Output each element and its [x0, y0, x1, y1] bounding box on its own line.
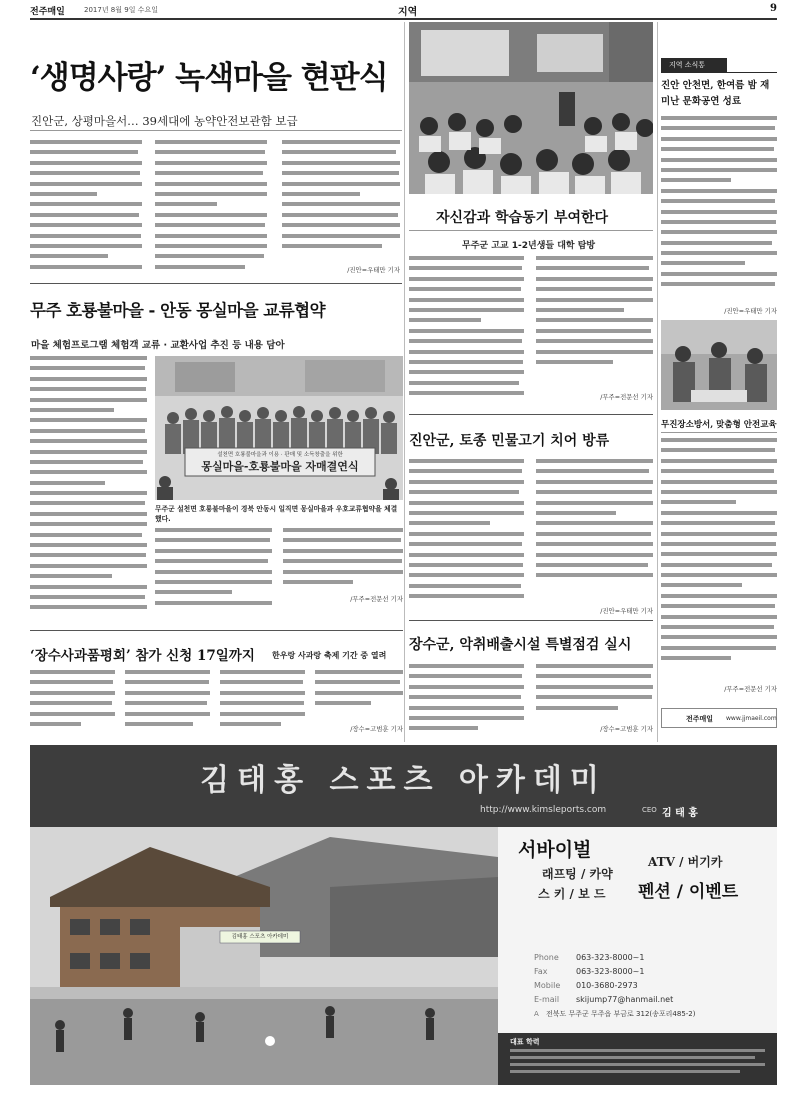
ad-programs-box: [498, 1033, 777, 1085]
article-green-village-title: ‘생명사랑’ 녹색마을 현판식: [30, 60, 388, 96]
lecture-hall-illustration: [409, 22, 653, 194]
page-number: 9: [770, 3, 777, 14]
article-green-village-col1: [30, 140, 142, 272]
article-confidence-credit: /무주=전문선 기자: [600, 393, 653, 401]
banner-main-text: 몽실마을-호룡불마을 자매결연식: [201, 460, 359, 473]
article-confidence-col1: [409, 256, 524, 404]
article-fire-title: 무진장소방서, 맞춤형 안전교육: [661, 420, 777, 430]
ad-programs-title: 대표 학력: [510, 1038, 540, 1046]
ad-title: 김태홍 스포츠 아카데미: [200, 763, 607, 798]
hoyong-photo: [155, 356, 403, 500]
hoyong-photo-caption: 무주군 설천면 호룡불마을이 경북 안동시 일직면 몽실마을과 우호교류협약을 체결했다.: [155, 505, 398, 523]
sidebar-label: [661, 58, 727, 72]
article-green-village-col2: [155, 140, 267, 272]
article-apple-title: ‘장수사과품평회’ 참가 신청 17일까지: [30, 648, 255, 664]
contact-label: Phone: [534, 953, 559, 962]
ad-contact-list: [534, 953, 770, 1023]
article-fire-credit: /무주=전문선 기자: [724, 685, 777, 693]
divider: [409, 414, 653, 415]
sidebar-label-text: 지역 소식통: [669, 61, 706, 69]
article-hoyong-credit: /무주=전문선 기자: [350, 595, 403, 603]
article-odor-col1: [409, 664, 524, 736]
contact-label: E-mail: [534, 995, 560, 1004]
article-apple-col1: [30, 670, 115, 732]
article-green-village-col3: [282, 140, 400, 250]
article-hoyong-col2: [155, 528, 272, 610]
ad-programs-list: [510, 1049, 765, 1083]
group-photo-illustration: [155, 356, 403, 500]
article-confidence-col2: [536, 256, 653, 376]
ad-header: [30, 745, 777, 827]
article-hoyong-col3: [283, 528, 403, 590]
contact-value[interactable]: skijump77@hanmail.net: [576, 995, 674, 1004]
article-native-fish-col1: [409, 459, 524, 609]
contact-value: 063-323-8000~1: [576, 967, 645, 976]
masthead: [30, 3, 777, 17]
website-box-name: 전주매일: [686, 714, 714, 723]
contact-label: A: [534, 1010, 539, 1018]
ad-pension-label: 펜션 / 이벤트: [638, 882, 739, 902]
article-apple-col4: [315, 670, 403, 712]
divider: [409, 230, 653, 231]
banner-top-text: 설천면 호룡불마을과 이용 · 판매 및 소득창출을 위한: [217, 452, 343, 458]
article-culture-credit: /진안=우태만 기자: [724, 307, 777, 315]
column-rule: [657, 22, 658, 742]
divider: [661, 72, 777, 73]
ad-survival-label: 서바이벌: [518, 839, 592, 861]
ad-activities-panel: [498, 827, 777, 1085]
ad-ski-label: 스 키 / 보 드: [538, 887, 606, 901]
article-apple-col3: [220, 670, 305, 732]
contact-phone: [534, 953, 770, 967]
building-sign-text: 김태홍 스포츠 아카데미: [231, 934, 289, 940]
article-apple-credit: /장수=고범훈 기자: [350, 725, 403, 733]
contact-fax: [534, 967, 770, 981]
article-green-village-credit: /진안=우태만 기자: [347, 266, 400, 274]
header-rule: [30, 18, 777, 20]
article-confidence-subtitle: 무주군 고교 1-2년생들 대학 탐방: [462, 241, 596, 251]
article-native-fish-col2: [536, 459, 653, 589]
ad-atv-label: ATV / 버기카: [648, 855, 723, 869]
article-green-village-subtitle: 진안군, 상평마을서… 39세대에 농약안전보관함 보급: [31, 114, 298, 128]
article-native-fish-title: 진안군, 토종 민물고기 치어 방류: [409, 433, 610, 449]
contact-label: Fax: [534, 967, 548, 976]
fire-training-photo: [661, 320, 777, 410]
ad-url[interactable]: http://www.kimsleports.com: [480, 805, 607, 815]
ad-ceo-label: CEO: [642, 806, 657, 814]
column-rule: [404, 22, 405, 742]
article-hoyong-subtitle: 마을 체험프로그램 체험객 교류 · 교환사업 추진 등 내용 담아: [31, 340, 285, 351]
article-culture-body: [661, 116, 777, 296]
ad-banner: [30, 745, 777, 1085]
article-culture-title: 진안 안천면, 한여름 밤 재미난 문화공연 성료: [661, 80, 770, 107]
article-odor-col2: [536, 664, 653, 716]
building-field-illustration: [30, 827, 498, 1085]
divider: [661, 432, 777, 433]
article-odor-title: 장수군, 악취배출시설 특별점검 실시: [409, 637, 632, 653]
section-title: 지역: [398, 7, 418, 18]
contact-value: 전북도 무주군 무주읍 부금로 312(송포리485-2): [546, 1010, 696, 1018]
article-odor-credit: /장수=고범훈 기자: [600, 725, 653, 733]
paper-name: 전주매일: [30, 7, 65, 17]
contact-label: Mobile: [534, 981, 561, 990]
divider: [409, 620, 653, 621]
issue-date: 2017년 8월 9일 수요일: [84, 6, 158, 14]
contact-mobile: [534, 981, 770, 995]
ad-building-photo: [30, 827, 498, 1085]
article-confidence-title: 자신감과 학습동기 부여한다: [436, 210, 609, 226]
article-fire-body: [661, 438, 777, 678]
divider: [30, 130, 402, 131]
divider: [30, 283, 402, 284]
ad-rafting-label: 래프팅 / 카약: [542, 867, 613, 881]
ad-ceo-name: 김 태 홍: [662, 808, 698, 819]
divider: [30, 630, 403, 631]
fire-training-illustration: [661, 320, 777, 410]
contact-address: [534, 1009, 770, 1023]
article-hoyong-title: 무주 호룡불마을 - 안동 몽실마을 교류협약: [30, 301, 326, 320]
article-hoyong-col1: [30, 356, 147, 616]
contact-email: [534, 995, 770, 1009]
website-box: [661, 708, 777, 728]
article-apple-subtitle: 한우랑 사과랑 축제 기간 중 열려: [272, 651, 387, 660]
article-native-fish-credit: /진안=우태만 기자: [600, 607, 653, 615]
lecture-photo: [409, 22, 653, 194]
website-box-url[interactable]: www.jjmaeil.com: [726, 715, 777, 722]
contact-value[interactable]: 010-3680-2973: [576, 981, 638, 990]
contact-value[interactable]: 063-323-8000~1: [576, 953, 645, 962]
article-apple-col2: [125, 670, 210, 732]
